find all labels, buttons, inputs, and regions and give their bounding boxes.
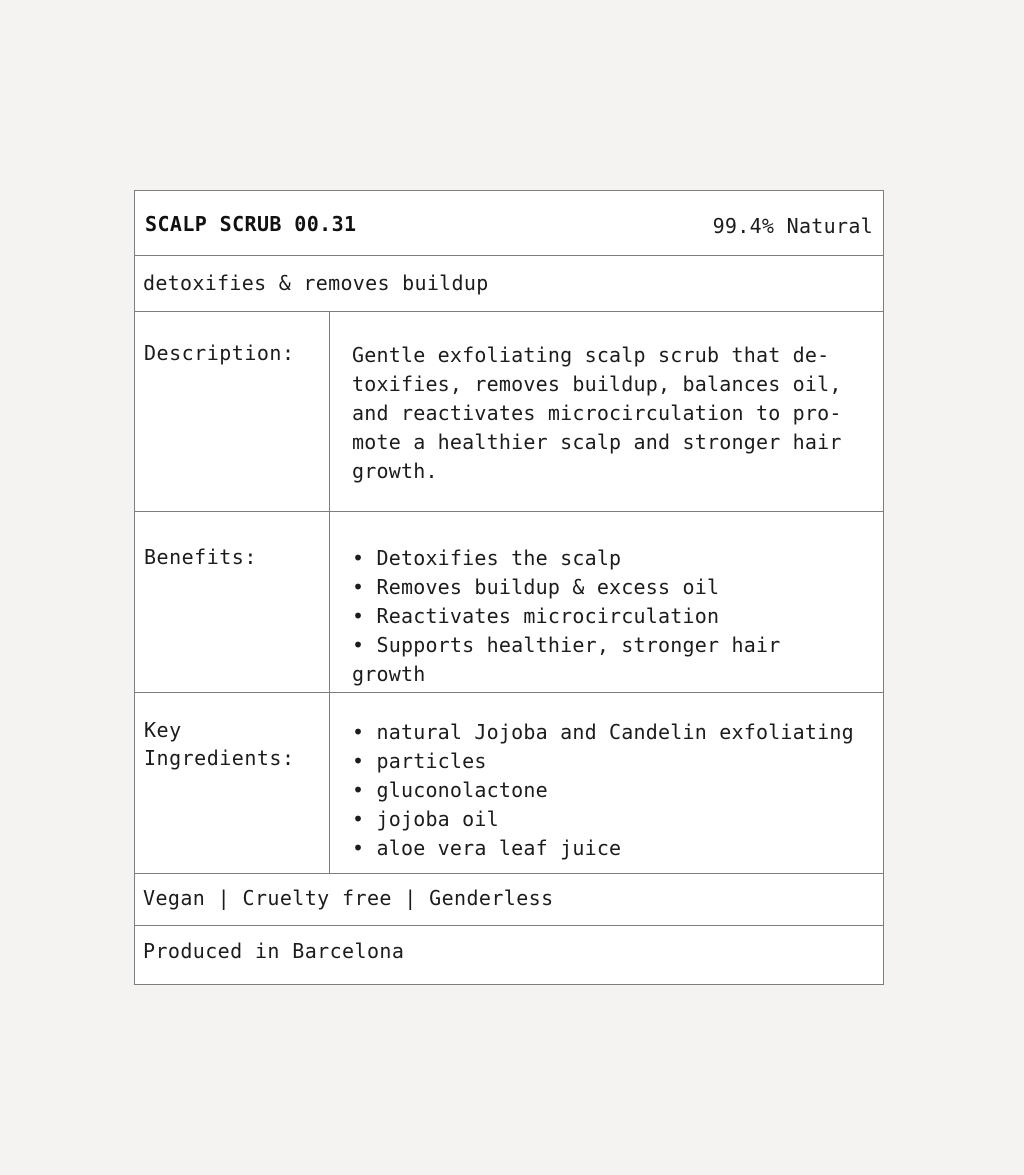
origin-row [135,926,883,984]
benefit-item-continuation: growth [352,662,426,686]
natural-percentage: 99.4% Natural [712,214,873,238]
product-tagline: detoxifies & removes buildup [143,271,489,295]
column-divider [329,312,330,511]
ingredient-item: • jojoba oil [352,807,499,831]
description-text [352,341,873,486]
description-line: Gentle exfoliating scalp scrub that de- [352,343,830,367]
benefit-item: • Removes buildup & excess oil [352,575,720,599]
description-row [135,312,883,512]
production-origin: Produced in Barcelona [143,939,405,963]
column-divider [329,693,330,873]
description-line: growth. [352,459,438,483]
description-line: mote a healthier scalp and stronger hair [352,430,842,454]
benefit-item: • Supports healthier, stronger hair [352,633,781,657]
benefits-list [352,544,873,689]
description-line: toxifies, removes buildup, balances oil, [352,372,842,396]
benefit-item: • Detoxifies the scalp [352,546,622,570]
product-attributes: Vegan | Cruelty free | Genderless [143,886,554,910]
ingredient-item: • particles [352,749,487,773]
ingredients-label [144,716,295,772]
ingredient-item: • aloe vera leaf juice [352,836,622,860]
benefits-row [135,512,883,693]
ingredients-row [135,693,883,874]
ingredient-item: • natural Jojoba and Candelin exfoliating [352,720,854,744]
product-name: SCALP SCRUB 00.31 [145,212,357,236]
ingredient-item: • gluconolactone [352,778,548,802]
attributes-row [135,874,883,926]
benefit-item: • Reactivates microcirculation [352,604,720,628]
ingredients-label-line: Key [144,718,182,742]
header-row [135,191,883,256]
description-line: and reactivates microcirculation to pro- [352,401,842,425]
product-info-card [134,190,884,985]
ingredients-list [352,718,873,863]
ingredients-label-line: Ingredients: [144,746,295,770]
tagline-row [135,256,883,312]
benefits-label: Benefits: [144,545,257,569]
description-label: Description: [144,341,295,365]
column-divider [329,512,330,692]
